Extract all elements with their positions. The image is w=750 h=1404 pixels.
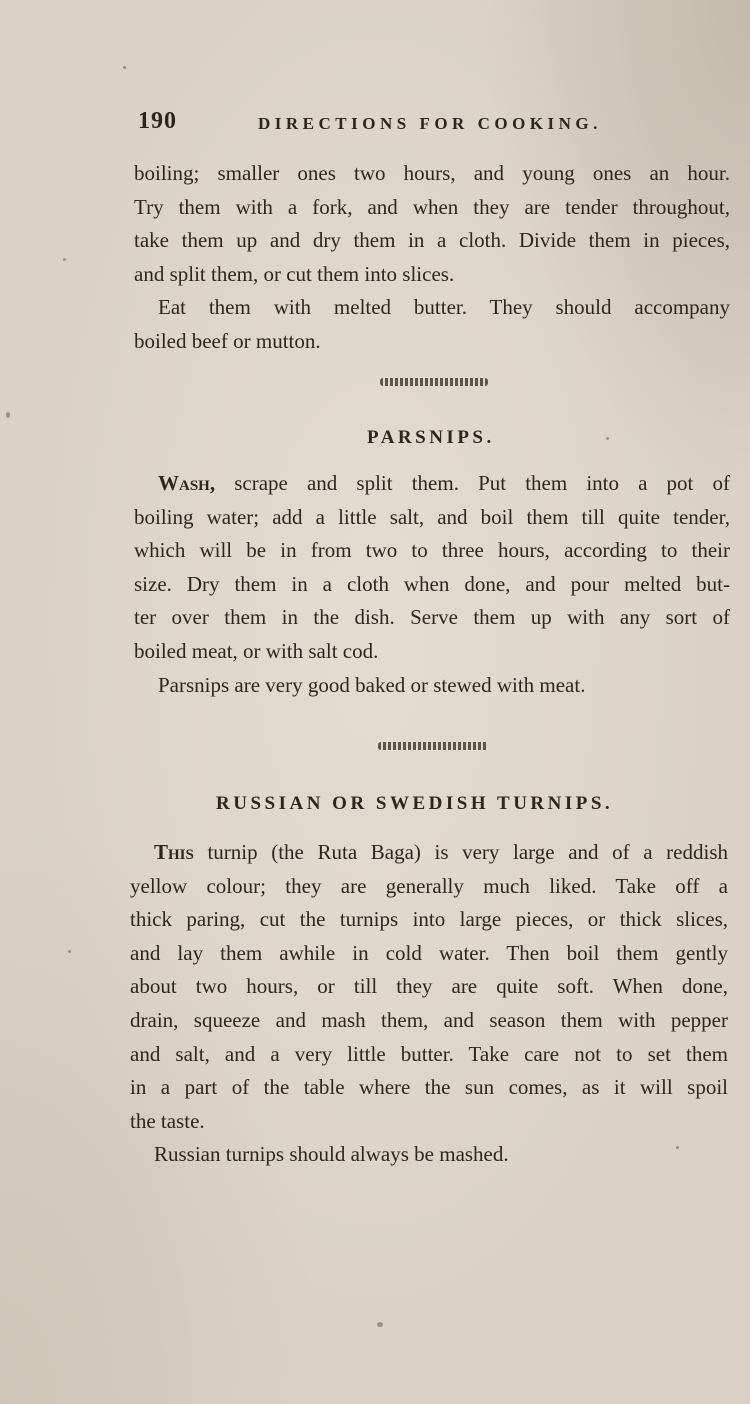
paper-speck	[6, 412, 10, 418]
text-line: which will be in from two to three hours, according to their	[134, 538, 730, 563]
parsnips-paragraph	[134, 467, 730, 702]
text-line: Eat them with melted butter. They should accompany	[158, 295, 730, 320]
paper-speck	[123, 66, 126, 69]
text-line: and lay them awhile in cold water. Then boil them gently	[130, 940, 728, 965]
page-number: 190	[138, 108, 177, 134]
text-line: the taste.	[130, 1108, 205, 1133]
paper-speck	[377, 1322, 383, 1327]
text-line: in a part of the table where the sun comes, as it will spoil	[130, 1075, 728, 1100]
opening-word: This	[154, 840, 194, 864]
paper-speck	[606, 437, 609, 440]
section-heading-parsnips: PARSNIPS.	[367, 427, 495, 448]
text-line: boiling water; add a little salt, and boil them till quite tender,	[134, 504, 730, 529]
text-line: and split them, or cut them into slices.	[134, 261, 455, 286]
text-span: turnip (the Ruta Baga) is very large and of a reddish	[193, 840, 728, 864]
paper-speck	[63, 258, 66, 261]
text-line: yellow colour; they are generally much liked. Take off a	[130, 873, 728, 898]
text-line: Russian turnips should always be mashed.	[154, 1142, 509, 1167]
text-line: Parsnips are very good baked or stewed with meat.	[158, 672, 586, 697]
text-line: and salt, and a very little butter. Take care not to set them	[130, 1041, 728, 1066]
text-line	[130, 836, 728, 870]
text-line: boiling; smaller ones two hours, and young ones an hour.	[134, 161, 730, 185]
text-line: take them up and dry them in a cloth. Divide them in pieces,	[134, 228, 730, 253]
text-line: ter over them in the dish. Serve them up with any sort of	[134, 605, 730, 630]
paper-speck	[676, 1146, 679, 1149]
continued-paragraph	[134, 157, 730, 359]
section-divider	[380, 378, 488, 386]
text-line: about two hours, or till they are quite soft. When done,	[130, 974, 728, 999]
text-line	[134, 467, 730, 501]
section-heading-russian-turnips: RUSSIAN OR SWEDISH TURNIPS.	[216, 793, 614, 814]
paper-speck	[68, 950, 71, 953]
russian-turnips-paragraph	[130, 836, 728, 1172]
page-header	[138, 108, 618, 138]
text-line: thick paring, cut the turnips into large pieces, or thick slices,	[130, 907, 728, 932]
text-line: Try them with a fork, and when they are tender throughout,	[134, 194, 730, 219]
text-line: boiled meat, or with salt cod.	[134, 638, 379, 663]
section-divider	[378, 742, 488, 750]
text-line: size. Dry them in a cloth when done, and pour melted but-	[134, 571, 730, 596]
opening-word: Wash,	[158, 471, 216, 495]
text-span: scrape and split them. Put them into a pot of	[215, 471, 730, 495]
running-head: DIRECTIONS FOR COOKING.	[258, 114, 602, 133]
text-line: boiled beef or mutton.	[134, 328, 321, 353]
text-line: drain, squeeze and mash them, and season them with pepper	[130, 1007, 728, 1032]
